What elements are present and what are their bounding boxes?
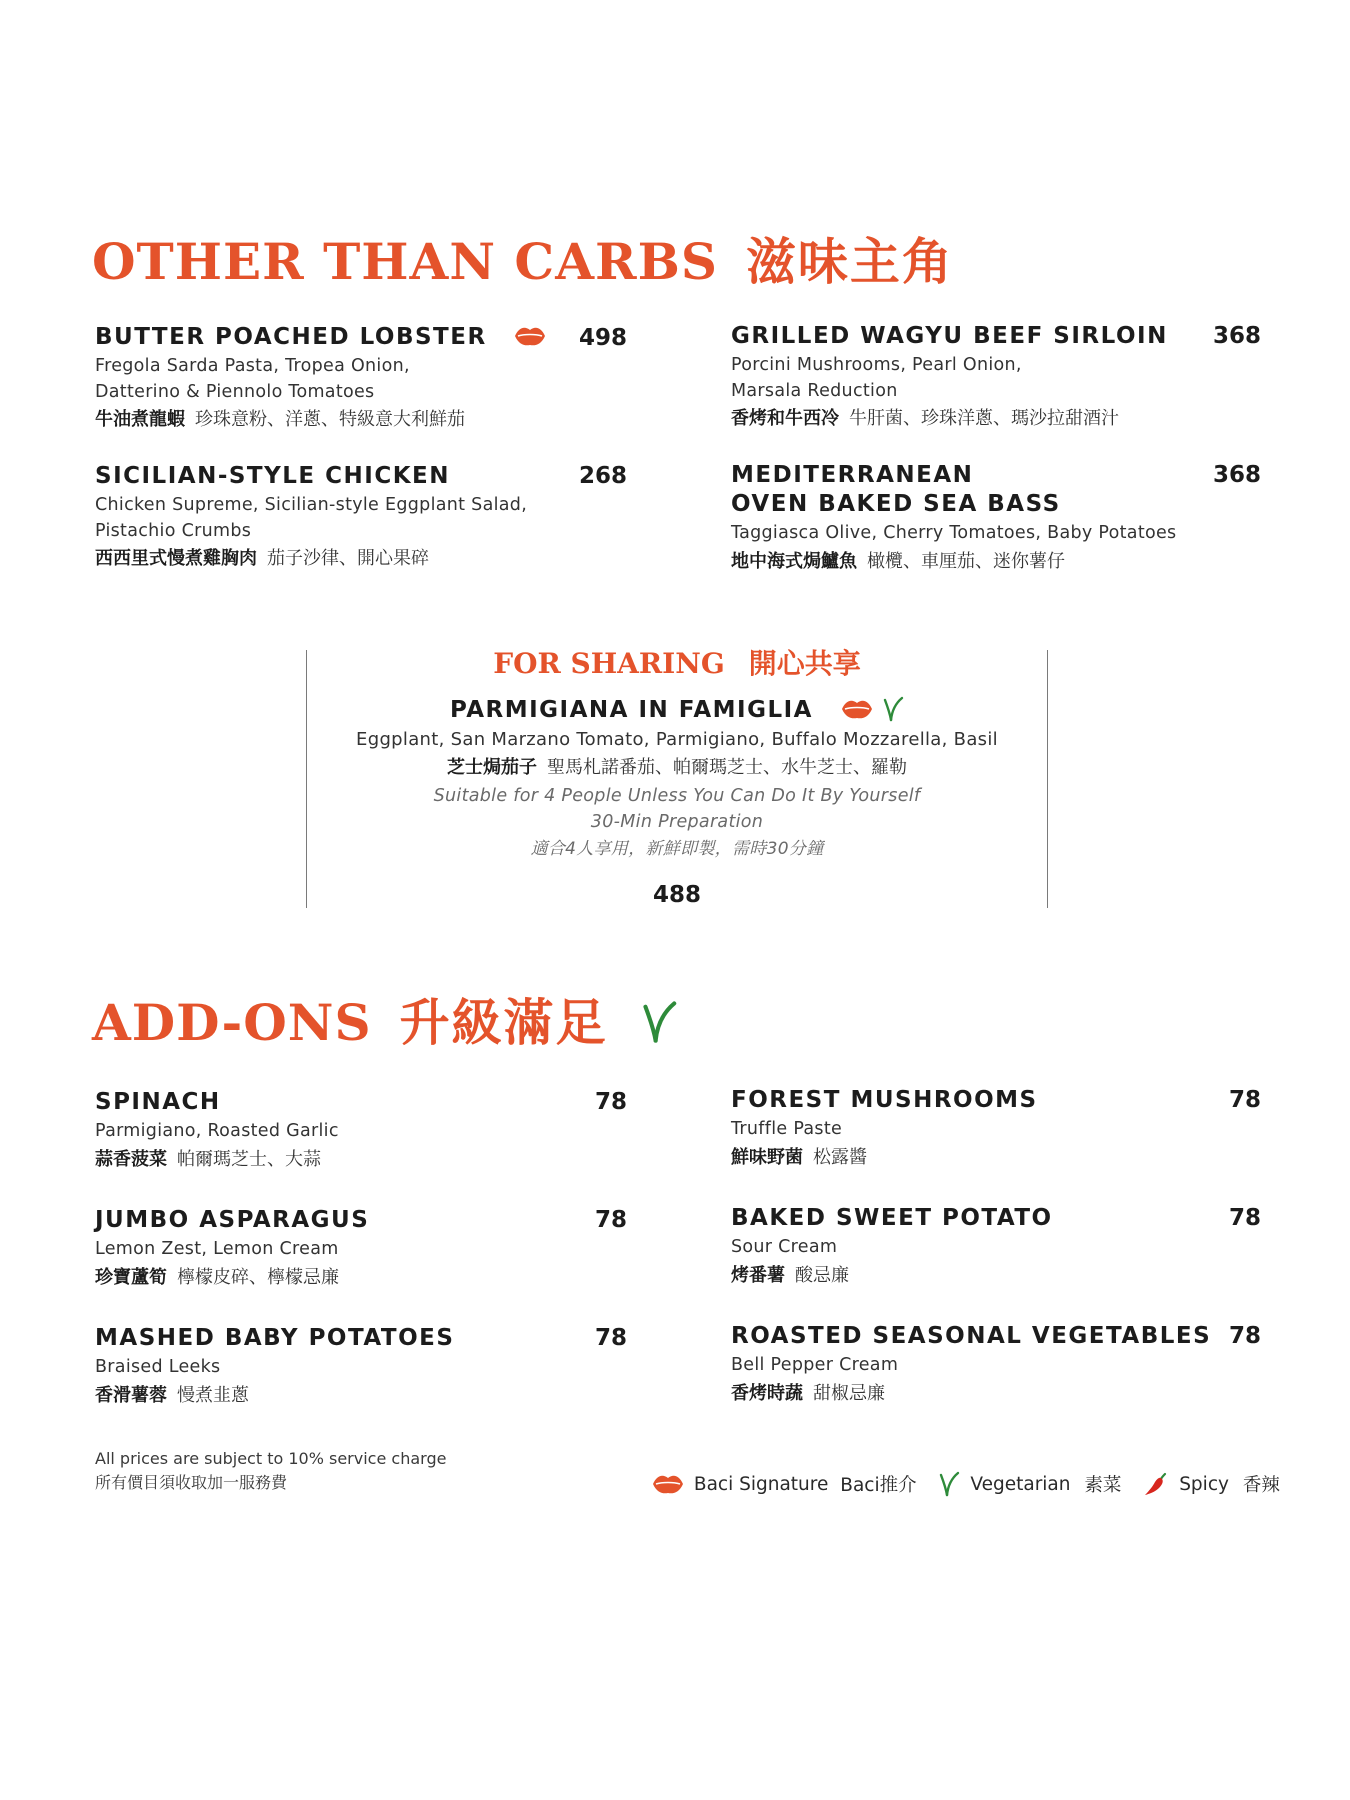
item-name: FOREST MUSHROOMS	[731, 1087, 1038, 1113]
item-zh-name: 牛油煮龍蝦	[95, 409, 185, 430]
item-zh-name: 地中海式焗鱸魚	[731, 550, 857, 572]
item-price: 368	[1212, 462, 1261, 488]
sharing-item-zh-desc: 聖馬札諾番茄、帕爾瑪芝士、水牛芝士、羅勒	[547, 756, 907, 778]
legend-spicy-en: Spicy	[1179, 1473, 1229, 1495]
item-price: 78	[1228, 1087, 1261, 1113]
item-price: 498	[578, 325, 627, 351]
item-price: 268	[578, 463, 627, 489]
service-charge-note	[95, 1447, 446, 1495]
item-zh-name: 珍寶蘆筍	[95, 1266, 167, 1288]
sharing-item-zh-name: 芝士焗茄子	[447, 756, 537, 778]
item-zh-name: 蒜香菠菜	[95, 1148, 167, 1170]
item-name: SICILIAN-STYLE CHICKEN	[95, 463, 450, 489]
item-zh-desc: 橄欖、車厘茄、迷你薯仔	[867, 550, 1065, 572]
service-charge-note-en: All prices are subject to 10% service charge	[95, 1449, 447, 1468]
item-name: MASHED BABY POTATOES	[95, 1325, 455, 1351]
legend-spicy-zh: 香辣	[1242, 1475, 1280, 1496]
leaf-icon	[938, 1471, 960, 1497]
legend-vegetarian-en: Vegetarian	[970, 1473, 1071, 1495]
sharing-block	[310, 642, 1044, 908]
sharing-title-zh: 開心共享	[748, 647, 861, 680]
item-desc: Fregola Sarda Pasta, Tropea Onion,	[95, 356, 410, 376]
chili-icon	[1143, 1471, 1169, 1497]
item-price: 78	[594, 1325, 627, 1351]
item-desc: Lemon Zest, Lemon Cream	[95, 1239, 339, 1259]
item-zh-name: 香滑薯蓉	[95, 1384, 167, 1406]
item-zh-desc: 松露醬	[813, 1146, 867, 1168]
item-price: 78	[1228, 1205, 1261, 1231]
item-name: ROASTED SEASONAL VEGETABLES	[731, 1323, 1212, 1349]
sharing-price: 488	[652, 882, 701, 908]
sharing-item-name: PARMIGIANA IN FAMIGLIA	[449, 697, 813, 723]
legend-signature-en: Baci Signature	[693, 1473, 829, 1495]
item-desc: Braised Leeks	[95, 1357, 221, 1377]
item-desc: Truffle Paste	[731, 1119, 843, 1139]
legend	[652, 1471, 1280, 1497]
item-desc: Taggiasca Olive, Cherry Tomatoes, Baby Potatoes	[731, 523, 1177, 543]
section-title-add-ons	[92, 983, 678, 1055]
item-price: 78	[1228, 1323, 1261, 1349]
item-zh-desc: 帕爾瑪芝士、大蒜	[177, 1148, 321, 1170]
item-name: MEDITERRANEAN	[731, 462, 974, 488]
item-name: BUTTER POACHED LOBSTER	[95, 324, 487, 350]
item-zh-name: 香烤和牛西冷	[731, 408, 839, 429]
sharing-item-desc: Eggplant, San Marzano Tomato, Parmigiano, Buffalo Mozzarella, Basil	[356, 729, 998, 750]
legend-signature-zh: Baci推介	[840, 1475, 917, 1496]
item-price: 78	[594, 1089, 627, 1115]
item-desc: Sour Cream	[731, 1237, 838, 1257]
lips-icon	[652, 1473, 684, 1495]
item-zh-desc: 酸忌廉	[795, 1264, 849, 1286]
item-name: OVEN BAKED SEA BASS	[731, 491, 1061, 517]
item-desc: Datterino & Piennolo Tomatoes	[95, 381, 375, 402]
leaf-icon	[882, 696, 904, 722]
leaf-icon	[640, 1000, 678, 1044]
sharing-note: Suitable for 4 People Unless You Can Do It By Yourself	[433, 785, 921, 806]
item-desc: Parmigiano, Roasted Garlic	[95, 1121, 339, 1141]
item-desc: Pistachio Crumbs	[95, 520, 252, 541]
lips-icon	[841, 698, 873, 720]
item-zh-desc: 珍珠意粉、洋蔥、特級意大利鮮茄	[195, 409, 465, 430]
item-zh-desc: 甜椒忌廉	[813, 1382, 885, 1404]
item-desc: Chicken Supreme, Sicilian-style Eggplant Salad,	[95, 495, 528, 515]
section-title-en: OTHER THAN CARBS	[92, 232, 718, 291]
divider-left	[306, 650, 307, 908]
legend-vegetarian-zh: 素菜	[1084, 1475, 1122, 1496]
sharing-note-zh: 適合4人享用，新鮮即製，需時30分鐘	[530, 838, 824, 859]
sharing-note: 30-Min Preparation	[590, 812, 764, 832]
item-name: BAKED SWEET POTATO	[731, 1205, 1053, 1231]
item-price: 368	[1212, 323, 1261, 349]
item-desc: Marsala Reduction	[731, 380, 898, 401]
section-title-zh: 升級滿足	[399, 993, 608, 1052]
item-zh-name: 香烤時蔬	[731, 1382, 803, 1404]
item-zh-desc: 慢煮韭蔥	[177, 1384, 249, 1406]
section-title-en: ADD-ONS	[92, 993, 372, 1052]
section-title-other-than-carbs	[92, 222, 954, 294]
service-charge-note-zh: 所有價目須收取加一服務費	[95, 1473, 288, 1492]
item-zh-desc: 茄子沙律、開心果碎	[267, 548, 429, 569]
divider-right	[1047, 650, 1048, 908]
item-zh-name: 烤番薯	[731, 1264, 785, 1286]
item-desc: Porcini Mushrooms, Pearl Onion,	[731, 355, 1022, 375]
item-zh-name: 鮮味野菌	[731, 1146, 803, 1168]
item-name: GRILLED WAGYU BEEF SIRLOIN	[731, 323, 1168, 349]
lips-icon	[514, 325, 546, 347]
item-zh-desc: 牛肝菌、珍珠洋蔥、瑪沙拉甜酒汁	[849, 408, 1119, 429]
item-price: 78	[594, 1207, 627, 1233]
item-desc: Bell Pepper Cream	[731, 1355, 899, 1375]
sharing-title-en: FOR SHARING	[493, 647, 725, 680]
item-zh-desc: 檸檬皮碎、檸檬忌廉	[177, 1266, 339, 1288]
item-zh-name: 西西里式慢煮雞胸肉	[95, 548, 257, 569]
section-title-zh: 滋味主角	[745, 232, 954, 291]
item-name: JUMBO ASPARAGUS	[95, 1207, 370, 1233]
item-name: SPINACH	[95, 1089, 221, 1115]
